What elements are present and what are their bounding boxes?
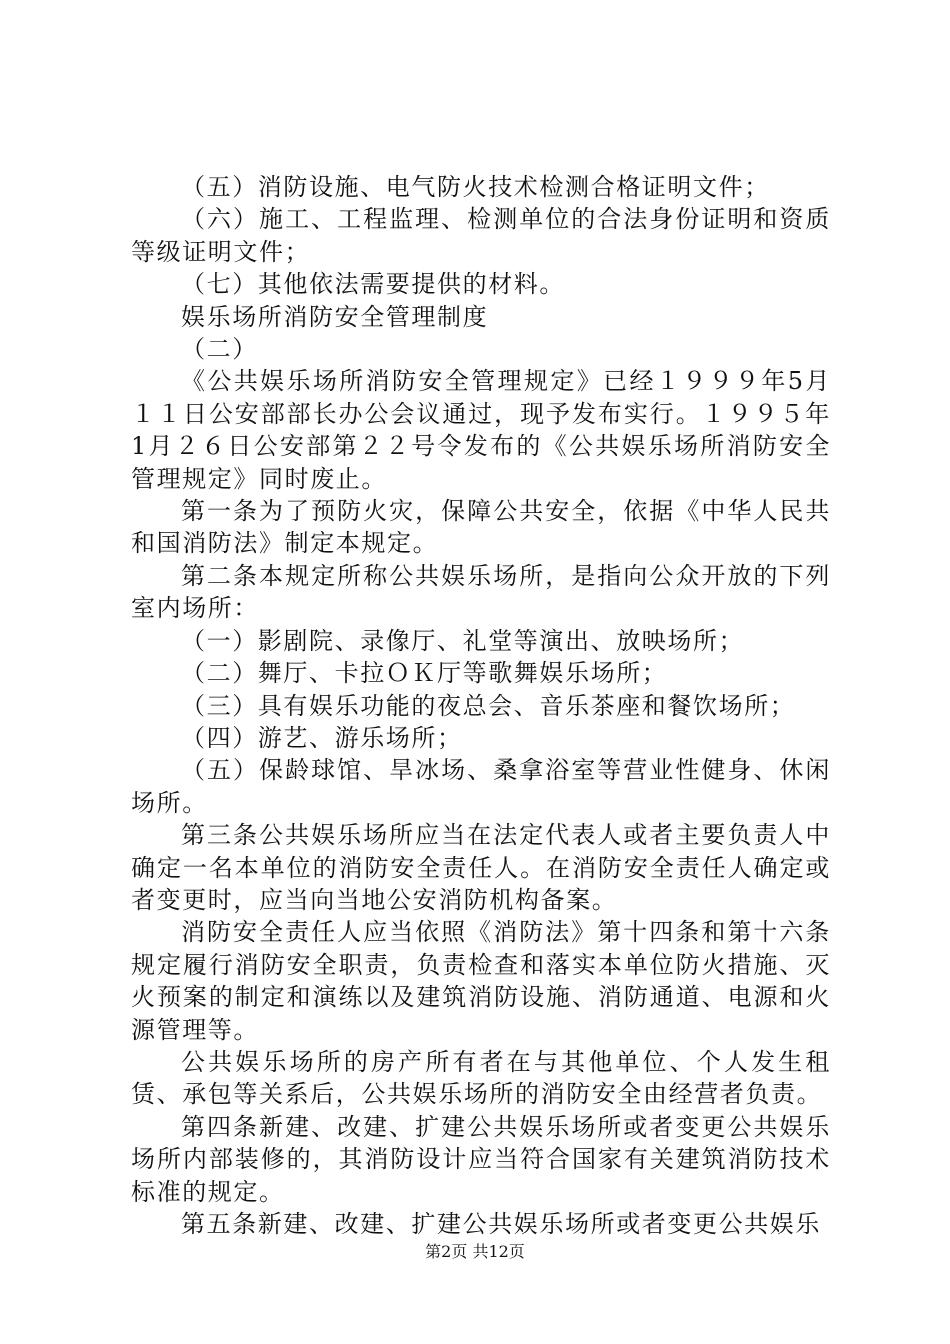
section-number: （二） <box>181 335 258 364</box>
article-1: 第一条为了预防火灾，保障公共安全，依据《中华人民共和国消防法》制定本规定。 <box>131 497 831 558</box>
paragraph: 《公共娱乐场所消防安全管理规定》已经１９９９年5月１１日公安部部长办公会议通过，现予发布实行。１９９５年1月２６日公安部第２２号令发布的《公共娱乐场所消防安全管理规定》同时废止。 <box>131 367 831 493</box>
paragraph: （七）其他依法需要提供的材料。 <box>181 270 565 299</box>
document-body <box>131 171 831 1240</box>
list-item: （二）舞厅、卡拉ＯＫ厅等歌舞娱乐场所； <box>181 659 668 688</box>
list-item: （三）具有娱乐功能的夜总会、音乐茶座和餐饮场所； <box>181 691 796 720</box>
list-item: （四）游艺、游乐场所； <box>181 723 463 752</box>
article-5: 第五条新建、改建、扩建公共娱乐场所或者变更公共娱乐 <box>181 1210 821 1238</box>
list-item: （五）保龄球馆、旱冰场、桑拿浴室等营业性健身、休闲场所。 <box>131 756 831 817</box>
paragraph: （五）消防设施、电气防火技术检测合格证明文件； <box>181 173 770 201</box>
paragraph: （六）施工、工程监理、检测单位的合法身份证明和资质等级证明文件； <box>131 205 831 266</box>
list-item: （一）影剧院、录像厅、礼堂等演出、放映场所； <box>181 626 745 655</box>
article-4: 第四条新建、改建、扩建公共娱乐场所或者变更公共娱乐场所内部装修的，其消防设计应当符合国家有关建筑消防技术标准的规定。 <box>131 1112 831 1206</box>
article-2: 第二条本规定所称公共娱乐场所，是指向公众开放的下列室内场所： <box>131 561 831 623</box>
paragraph: 公共娱乐场所的房产所有者在与其他单位、个人发生租赁、承包等关系后，公共娱乐场所的消防安全由经营者负责。 <box>131 1047 831 1109</box>
section-heading: 娱乐场所消防安全管理制度 <box>181 302 489 331</box>
article-3: 第三条公共娱乐场所应当在法定代表人或者主要负责人中确定一名本单位的消防安全责任人。在消防安全责任人确定或者变更时，应当向当地公安消防机构备案。 <box>131 821 831 914</box>
paragraph: 消防安全责任人应当依照《消防法》第十四条和第十六条规定履行消防安全职责，负责检查和落实本单位防火措施、灭火预案的制定和演练以及建筑消防设施、消防通道、电源和火源管理等。 <box>131 918 831 1044</box>
page-number-footer: 第2页 共12页 <box>425 1242 525 1261</box>
